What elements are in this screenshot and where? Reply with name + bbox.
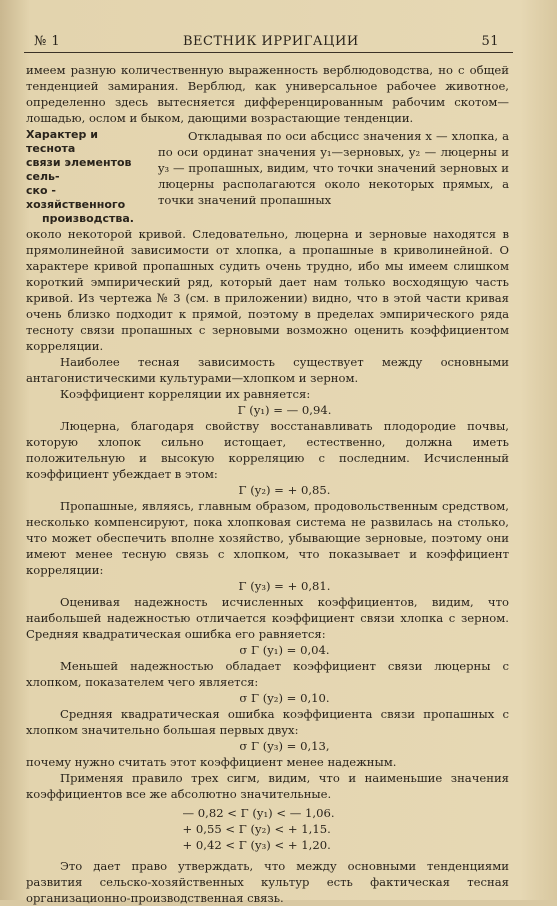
formula: Γ (y₁) = — 0,94. xyxy=(237,403,332,417)
side-heading-line: связи элементов сель- xyxy=(26,156,132,183)
formula: Γ (y₃) = + 0,81. xyxy=(238,579,331,593)
paragraph: почему нужно считать этот коэффициент менее надежным. xyxy=(26,755,397,769)
paragraph: имеем разную количественную выраженность верблюдоводства, но с общей тенденцией замирания. Верблюд, как универсальное рабочее животное, определенно здесь вытесняется дифференцированным рабочим скотом—лошадью, ослом и быком, дающими возрастающие тенденции. xyxy=(26,63,509,125)
article-body xyxy=(26,62,509,906)
inequality: — 0,82 < Γ (y₁) < — 1,06. xyxy=(182,806,335,820)
page-number: 51 xyxy=(481,34,499,49)
side-heading-line: ско - хозяйственного xyxy=(26,184,126,211)
side-heading-line: производства. xyxy=(42,212,134,225)
paragraph: Оценивая надежность исчисленных коэффициентов, видим, что наибольшей надежностью отличается коэффициент связи хлопка с зерном. Средняя квадратическая ошибка его равняется: xyxy=(26,595,509,641)
paragraph: Применяя правило трех сигм, видим, что и наименьшие значения коэффициентов все же абсолютно значительные. xyxy=(26,771,509,801)
paragraph: Пропашные, являясь, главным образом, продовольственным средством, несколько компенсируют, пока хлопковая система не развилась на столько, что может обеспечить вполне хозяйство, убывающие зерновые, поэтому они имеют менее тесную связь с хлопком, что показывает и коэффициент корреляции: xyxy=(26,499,509,577)
inequality: + 0,55 < Γ (y₂) < + 1,15. xyxy=(182,822,331,836)
paragraph: Коэффициент корреляции их равняется: xyxy=(60,387,311,401)
formula: σ Γ (y₃) = 0,13, xyxy=(239,739,330,753)
paragraph: Средняя квадратическая ошибка коэффициента связи пропашных с хлопком значительно большая первых двух: xyxy=(26,707,509,737)
inequalities-block xyxy=(183,805,353,853)
paragraph: Меньшей надежностью обладает коэффициент связи люцерны с хлопком, показателем чего является: xyxy=(26,659,509,689)
paragraph: Это дает право утверждать, что между основными тенденциями развития сельско-хозяйственных культур есть фактическая тесная организационно-производственная связь. xyxy=(26,859,509,905)
paragraph: Наиболее тесная зависимость существует между основными антагонистическими культурами—хлопком и зерном. xyxy=(26,355,509,385)
side-heading-line: Характер и теснота xyxy=(26,128,98,155)
formula: σ Γ (y₂) = 0,10. xyxy=(239,691,330,705)
header-rule xyxy=(24,52,513,53)
section-block xyxy=(26,128,509,226)
journal-title: ВЕСТНИК ИРРИГАЦИИ xyxy=(183,34,359,49)
section-intro xyxy=(158,128,509,226)
running-head xyxy=(34,34,499,49)
formula: σ Γ (y₁) = 0,04. xyxy=(239,643,330,657)
paragraph: Люцерна, благодаря свойству восстанавливать плодородие почвы, которую хлопок сильно истощает, естественно, должна иметь положительную и высокую корреляцию с последним. Исчисленный коэффициент убеждает в этом: xyxy=(26,419,509,481)
formula: Γ (y₂) = + 0,85. xyxy=(238,483,331,497)
side-heading xyxy=(26,128,150,226)
issue-number: № 1 xyxy=(34,34,61,49)
paragraph: около некоторой кривой. Следовательно, люцерна и зерновые находятся в прямолинейной зависимости от хлопка, а пропашные в криволинейной. О характере кривой пропашных судить очень трудно, ибо мы имеем слишком короткий эмпирический ряд, который дает нам только восходящую часть кривой. Из чертежа № 3 (см. в приложении) видно, что в этой части кривая очень близко подходит к прямой, поэтому в пределах эмпирического ряда тесноту связи пропашных с зерновыми возможно оценить коэффициентом корреляции. xyxy=(26,227,509,353)
paragraph: Откладывая по оси абсцисс значения x — хлопка, а по оси ординат значения y₁—зерновых, y₂ — люцерны и y₃ — пропашных, видим, что точки значений зерновых и люцерны располагаются около некоторых прямых, а точки значений пропашных xyxy=(158,129,509,207)
inequality: + 0,42 < Γ (y₃) < + 1,20. xyxy=(182,838,331,852)
